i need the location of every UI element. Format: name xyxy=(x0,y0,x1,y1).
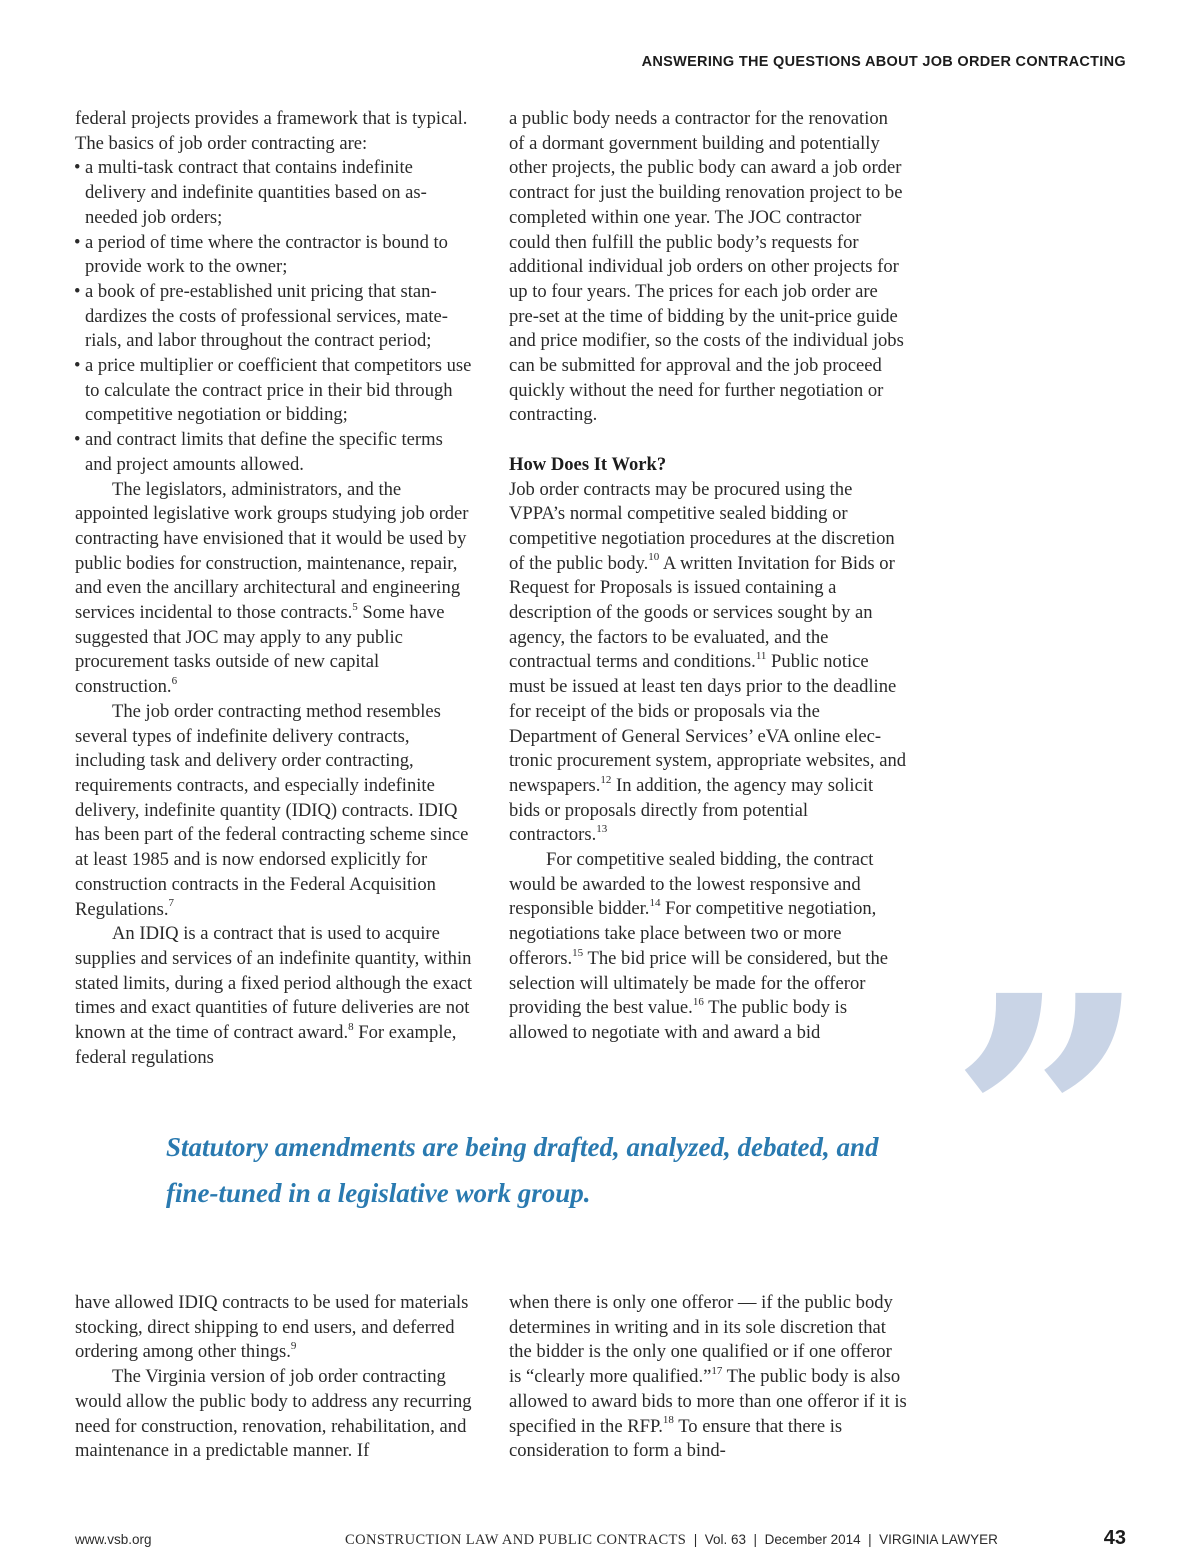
paragraph-text: Public notice must be issued at least ten days prior to the deadline for receipt of the bids or proposals via the Department of General Services’ eVA online electronic procurement system, appropriate websites, and newspapers. xyxy=(509,651,907,796)
footnote-ref: 9 xyxy=(290,1340,297,1353)
footnote-ref: 16 xyxy=(692,996,704,1009)
paragraph xyxy=(509,1291,907,1464)
paragraph-text: To ensure that there is consideration to form a bind- xyxy=(509,1415,843,1462)
column-top-left xyxy=(75,107,473,1070)
paragraph-text: The job order contracting method resembles several types of indefinite delivery contracts, including task and delivery order contracting, requirements contracts, and especially indefinite delivery, indefinite quantity (IDIQ) contracts. IDIQ has been part of the federal contracting scheme since at least 1985 and is now endorsed explicitly for construction contracts in the Federal Acquisition Regulations. xyxy=(75,700,469,920)
paragraph-intro xyxy=(75,107,473,156)
quote-mark-icon: ” xyxy=(948,919,1150,1331)
paragraph-text: A written Invitation for Bids or Request for Proposals is issued containing a description of the goods or services sought by an agency, the factors to be evaluated, and the contractual terms and conditions. xyxy=(509,552,895,673)
column-top-right xyxy=(509,107,907,1046)
paragraph-text: The legislators, administrators, and the appointed legislative work groups studying job order contracting have envisioned that it would be used by public bodies for construction, maintenance, repair, and even the ancillary architectural and engineering services incidental to those contracts. xyxy=(75,478,469,624)
paragraph xyxy=(75,700,473,922)
footnote-ref: 14 xyxy=(649,897,661,910)
paragraph-text: have allowed IDIQ contracts to be used for materials stocking, direct shipping to end users, and deferred ordering among other things. xyxy=(75,1292,469,1363)
paragraph-text: An IDIQ is a contract that is used to acquire supplies and services of an indefinite quantity, within stated limits, during a fixed period although the exact times and exact quantities of future deliveries are not known at the time of contract award. xyxy=(75,923,473,1044)
paragraph xyxy=(75,1365,473,1464)
footnote-ref: 11 xyxy=(755,650,767,663)
page-number: 43 xyxy=(1103,1527,1126,1549)
bullet-list xyxy=(75,156,473,477)
paragraph-text: For competitive sealed bidding, the contract would be awarded to the lowest responsive and responsible bidder. xyxy=(509,849,874,920)
bullet-item: • a multi-task contract that contains indefinite delivery and indefinite quantities based on as-needed job orders; xyxy=(75,156,473,230)
footnote-ref: 7 xyxy=(168,897,174,910)
paragraph xyxy=(75,922,473,1070)
paragraph xyxy=(509,107,907,428)
footer-publication xyxy=(345,1532,998,1549)
section-heading: How Does It Work? xyxy=(509,453,667,475)
paragraph-text: a public body needs a contractor for the renovation of a dormant government building and potentially other projects, the public body can award a job order contract for just the building renovation project to be completed within one year. The JOC contractor could then fulfill the public body’s requests for additional individual job orders on other projects for up to four years. The prices for each job order are pre-set at the time of bidding by the unit-price guide and price modifier, so the costs of the individual jobs can be submitted for approval and the job proceed quickly without the need for further negotiation or contracting. xyxy=(509,108,904,426)
paragraph-text: In addition, the agency may solicit bids or proposals directly from potential contractors. xyxy=(509,774,874,846)
bullet-item: • and contract limits that define the specific terms and project amounts allowed. xyxy=(75,428,473,477)
footnote-ref: 13 xyxy=(596,823,608,836)
paragraph-text: federal projects provides a framework that is typical. The basics of job order contracting are: xyxy=(75,108,468,154)
footnote-ref: 6 xyxy=(171,674,178,687)
footnote-ref: 5 xyxy=(352,600,358,613)
paragraph xyxy=(509,478,907,849)
paragraph-text: The public body is allowed to negotiate with and award a bid xyxy=(509,997,848,1043)
paragraph-text: The bid price will be considered, but the selection will ultimately be made for the offeror providing the best value. xyxy=(509,947,888,1019)
paragraph-text: The public body is also allowed to award bids to more than one offeror if it is specified in the RFP. xyxy=(509,1366,907,1437)
footnote-ref: 18 xyxy=(662,1414,674,1427)
footnote-ref: 10 xyxy=(648,551,660,564)
paragraph xyxy=(75,1291,473,1365)
publication-issue: | Vol. 63 | December 2014 | VIRGINIA LAWYER xyxy=(686,1532,998,1547)
paragraph-text: For example, federal regulations xyxy=(75,1022,457,1068)
publication-title: CONSTRUCTION LAW AND PUBLIC CONTRACTS xyxy=(345,1532,687,1548)
footnote-ref: 17 xyxy=(711,1364,723,1377)
bullet-item: • a price multiplier or coefficient that competitors use to calculate the contract price in their bid through competitive negotiation or bidding; xyxy=(75,354,473,428)
column-bottom-right xyxy=(509,1291,907,1464)
footnote-ref: 8 xyxy=(348,1020,354,1033)
pull-quote: Statutory amendments are being drafted, analyzed, debated, and fine-tuned in a legislative work group. xyxy=(166,1132,879,1208)
paragraph-text: For competitive negotiation, negotiations take place between two or more offerors. xyxy=(509,898,877,969)
paragraph-text: Some have suggested that JOC may apply to any public procurement tasks outside of new capital construction. xyxy=(75,602,445,698)
footnote-ref: 15 xyxy=(572,946,584,959)
bullet-item: • a book of pre-established unit pricing that standardizes the costs of professional services, materials, and labor throughout the contract period; xyxy=(75,280,473,354)
footer-url: www.vsb.org xyxy=(75,1532,152,1547)
running-head: ANSWERING THE QUESTIONS ABOUT JOB ORDER CONTRACTING xyxy=(641,54,1126,70)
paragraph xyxy=(509,848,907,1046)
footnote-ref: 12 xyxy=(600,773,612,786)
paragraph-text: Job order contracts may be procured using the VPPA’s normal competitive sealed bidding or competitive negotiation procedures at the discretion of the public body. xyxy=(509,478,895,574)
bullet-item: • a period of time where the contractor is bound to provide work to the owner; xyxy=(75,231,473,280)
paragraph xyxy=(75,478,473,700)
paragraph-text: The Virginia version of job order contracting would allow the public body to address any recurring need for construction, renovation, rehabilitation, and maintenance in a predictable manner. If xyxy=(75,1366,472,1462)
column-bottom-left xyxy=(75,1291,473,1464)
paragraph-text: when there is only one offeror — if the public body determines in writing and in its sole discretion that the bidder is the only one qualified or if one offeror is “clearly more qualified.” xyxy=(509,1292,893,1388)
